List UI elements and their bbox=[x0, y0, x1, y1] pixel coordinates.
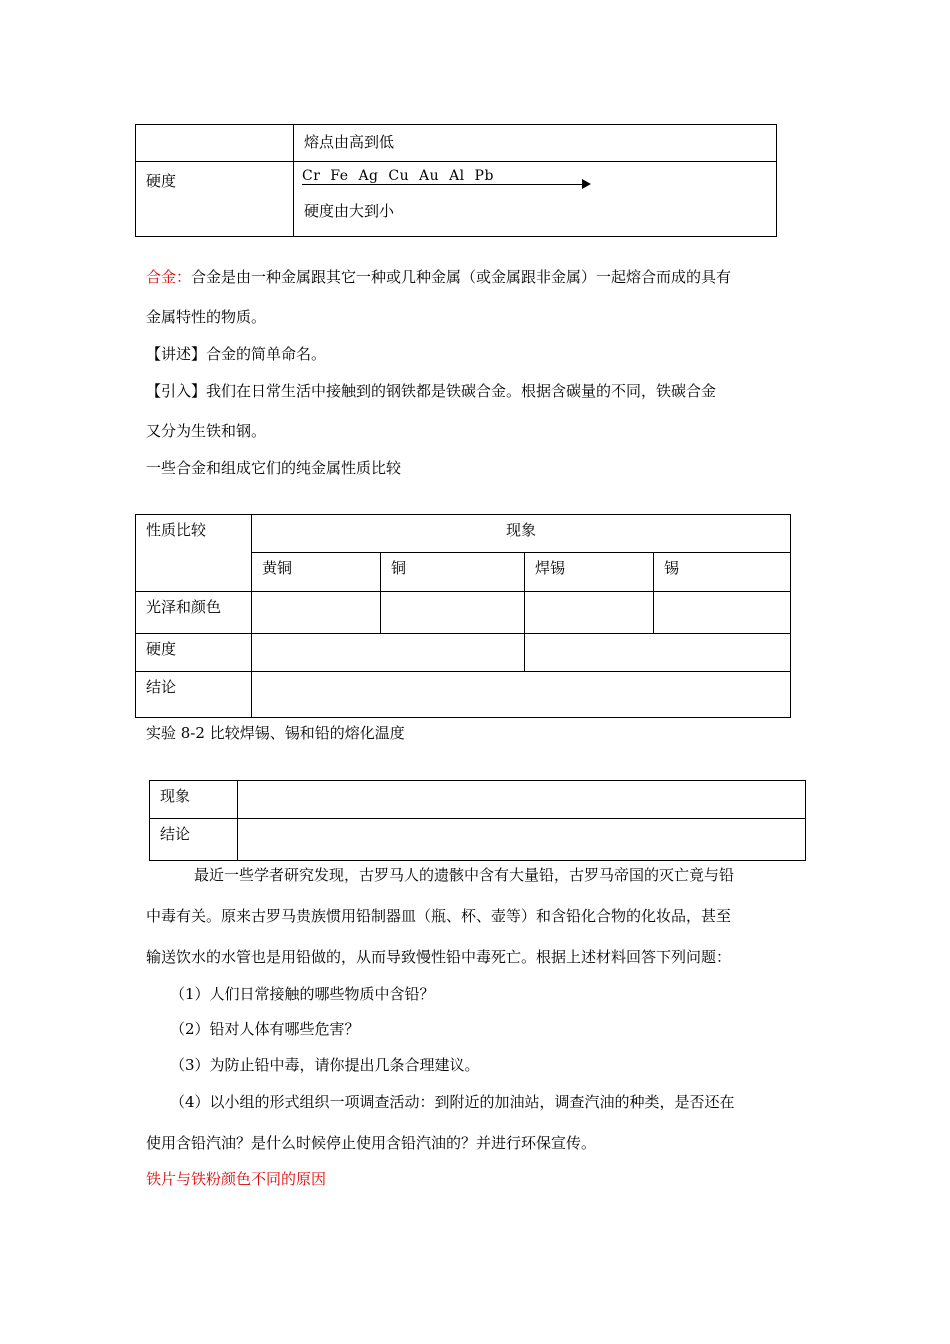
header-phenomenon: 现象 bbox=[506, 521, 537, 539]
table1-r1-left bbox=[136, 125, 294, 162]
alloy-label: 合金： bbox=[146, 268, 192, 286]
question-3: （3）为防止铅中毒，请你提出几条合理建议。 bbox=[170, 1056, 480, 1074]
luster-copper bbox=[381, 592, 525, 634]
row-luster-label: 光泽和颜色 bbox=[146, 598, 222, 616]
table1-r1-right bbox=[294, 125, 777, 162]
luster-solder bbox=[525, 592, 654, 634]
final-heading: 铁片与铁粉颜色不同的原因 bbox=[146, 1170, 327, 1188]
col-solder bbox=[525, 553, 654, 592]
arrow-right-icon bbox=[582, 179, 591, 189]
arrow-line bbox=[302, 184, 584, 185]
hardness-sequence-row bbox=[294, 162, 776, 198]
exp-phenomenon-label: 现象 bbox=[160, 787, 191, 805]
intro-line1: 【引入】我们在日常生活中接触到的钢铁都是铁碳合金。根据含碳量的不同，铁碳合金 bbox=[146, 382, 717, 400]
experiment-table bbox=[149, 780, 806, 861]
col-tin-label: 锡 bbox=[664, 559, 680, 577]
narration-line: 【讲述】合金的简单命名。 bbox=[146, 345, 327, 363]
hardness-label: 硬度 bbox=[146, 172, 177, 190]
question-4-line2: 使用含铅汽油？是什么时候停止使用含铅汽油的？并进行环保宣传。 bbox=[146, 1134, 597, 1152]
col-copper-label: 铜 bbox=[391, 559, 407, 577]
table2-title: 一些合金和组成它们的纯金属性质比较 bbox=[146, 459, 402, 477]
table1-r2-right bbox=[294, 162, 777, 237]
passage-line2: 中毒有关。原来古罗马贵族惯用铅制器皿（瓶、杯、壶等）和含铅化合物的化妆品，甚至 bbox=[146, 907, 732, 925]
luster-tin bbox=[654, 592, 791, 634]
col-brass-label: 黄铜 bbox=[262, 559, 293, 577]
header-property: 性质比较 bbox=[146, 521, 207, 539]
exp-phenomenon-cell bbox=[150, 781, 238, 819]
table1-r2-left bbox=[136, 162, 294, 237]
col-brass bbox=[252, 553, 381, 592]
alloy-comparison-table bbox=[135, 514, 791, 718]
hardness-caption: 硬度由大到小 bbox=[304, 202, 395, 220]
col-copper bbox=[381, 553, 525, 592]
hardness-brass-copper bbox=[252, 634, 525, 672]
passage-line1: 最近一些学者研究发现，古罗马人的遗骸中含有大量铅，古罗马帝国的灭亡竟与铅 bbox=[194, 866, 735, 884]
exp-conclusion-label: 结论 bbox=[160, 825, 191, 843]
question-2: （2）铅对人体有哪些危害？ bbox=[170, 1020, 360, 1038]
experiment-title: 实验 8-2 比较焊锡、锡和铅的熔化温度 bbox=[146, 724, 405, 742]
alloy-definition-line1 bbox=[146, 266, 731, 287]
melting-point-caption: 熔点由高到低 bbox=[304, 133, 395, 151]
question-1: （1）人们日常接触的哪些物质中含铅？ bbox=[170, 985, 435, 1003]
row-conclusion-label: 结论 bbox=[146, 678, 177, 696]
melting-hardness-table bbox=[135, 124, 777, 237]
col-solder-label: 焊锡 bbox=[535, 559, 566, 577]
hardness-solder-tin bbox=[525, 634, 791, 672]
exp-phenomenon-value bbox=[238, 781, 806, 819]
luster-brass bbox=[252, 592, 381, 634]
alloy-definition-line2: 金属特性的物质。 bbox=[146, 308, 267, 326]
header-phenomenon-cell bbox=[252, 515, 791, 553]
row-hardness-cell bbox=[136, 634, 252, 672]
passage-line3: 输送饮水的水管也是用铅做的，从而导致慢性铅中毒死亡。根据上述材料回答下列问题： bbox=[146, 948, 732, 966]
exp-conclusion-value bbox=[238, 819, 806, 861]
col-tin bbox=[654, 553, 791, 592]
metal-sequence: Cr Fe Ag Cu Au Al Pb bbox=[302, 168, 494, 184]
conclusion-value bbox=[252, 672, 791, 718]
alloy-text-1: 合金是由一种金属跟其它一种或几种金属（或金属跟非金属）一起熔合而成的具有 bbox=[191, 268, 732, 286]
row-conclusion-cell bbox=[136, 672, 252, 718]
row-luster-cell bbox=[136, 592, 252, 634]
row-hardness-label: 硬度 bbox=[146, 640, 177, 658]
header-property-cell bbox=[136, 515, 252, 592]
question-4-line1: （4）以小组的形式组织一项调查活动：到附近的加油站，调查汽油的种类，是否还在 bbox=[170, 1093, 735, 1111]
exp-conclusion-cell bbox=[150, 819, 238, 861]
intro-line2: 又分为生铁和钢。 bbox=[146, 422, 267, 440]
